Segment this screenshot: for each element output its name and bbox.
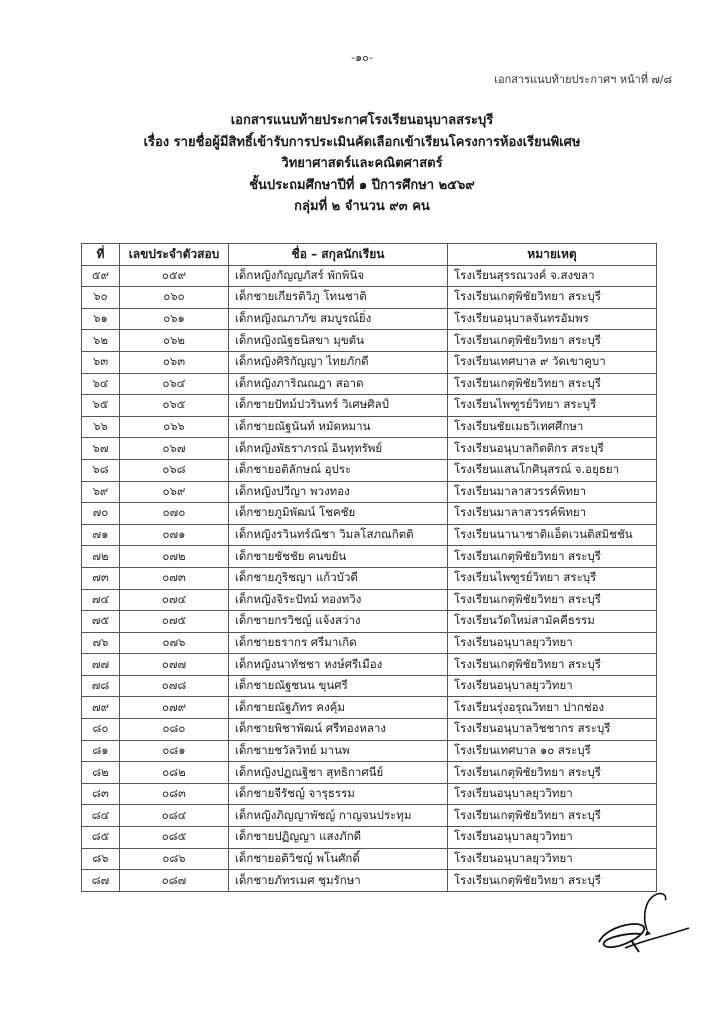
table-row (82, 870, 657, 892)
table-row (82, 373, 657, 395)
table-row (82, 848, 657, 870)
row-number: ๗๑ (82, 524, 120, 546)
table-row (82, 330, 657, 352)
row-student-name: เด็กชายณัฐภัทร คงคุ้ม (229, 697, 448, 719)
row-student-name: เด็กชายอติวิชญ์ พโนศักดิ์ (229, 848, 448, 870)
row-student-name: เด็กหญิงรวินทร์ณิชา วิมลโสภณกิตติ (229, 524, 448, 546)
row-exam-id: ๐๘๓ (120, 783, 229, 805)
table-row (82, 719, 657, 741)
row-number: ๘๐ (82, 719, 120, 741)
row-student-name: เด็กชายภัทรเมศ ชุมรักษา (229, 870, 448, 892)
header-number: ที่ (82, 244, 120, 266)
row-number: ๗๖ (82, 632, 120, 654)
row-exam-id: ๐๖๔ (120, 373, 229, 395)
row-student-name: เด็กหญิงจิระปัทม์ ทองทวิง (229, 589, 448, 611)
row-student-name: เด็กชายปัทม์ปวรินทร์ วิเศษศิลป์ (229, 395, 448, 417)
signature-icon (585, 890, 695, 960)
row-exam-id: ๐๖๐ (120, 287, 229, 309)
table-row (82, 308, 657, 330)
row-exam-id: ๐๗๒ (120, 546, 229, 568)
row-exam-id: ๐๘๕ (120, 827, 229, 849)
table-row (82, 481, 657, 503)
row-student-name: เด็กชายธรากร ศรีมาเกิด (229, 632, 448, 654)
row-number: ๖๗ (82, 438, 120, 460)
row-student-name: เด็กหญิงปฏณฐิชา สุทธิกาศนีย์ (229, 762, 448, 784)
table-header-row (82, 244, 657, 266)
row-remarks: โรงเรียนเทศบาล ๙ วัดเขาคูบา (448, 351, 657, 373)
row-student-name: เด็กหญิงนาทัชชา หงษ์ศรีเมือง (229, 654, 448, 676)
row-student-name: เด็กชายเกียรติวิภู โทนชาติ (229, 287, 448, 309)
row-exam-id: ๐๗๓ (120, 567, 229, 589)
row-student-name: เด็กหญิงณัฐธนิสขา มุขตัน (229, 330, 448, 352)
table-row (82, 675, 657, 697)
row-exam-id: ๐๗๔ (120, 589, 229, 611)
row-exam-id: ๐๘๐ (120, 719, 229, 741)
row-student-name: เด็กหญิงภาริณณฎา สอาด (229, 373, 448, 395)
row-remarks: โรงเรียนอนุบาลยุววิทยา (448, 848, 657, 870)
row-student-name: เด็กชายชัชชัย คนขยัน (229, 546, 448, 568)
row-exam-id: ๐๗๖ (120, 632, 229, 654)
row-student-name: เด็กชายภูริชญา แก้วบัวดี (229, 567, 448, 589)
table-row (82, 632, 657, 654)
row-exam-id: ๐๗๗ (120, 654, 229, 676)
table-row (82, 805, 657, 827)
row-remarks: โรงเรียนอนุบาลกิตติกร สระบุรี (448, 438, 657, 460)
heading-line-2: เรื่อง รายชื่อผู้มีสิทธิ์เข้ารับการประเมินคัดเลือกเข้าเรียนโครงการห้องเรียนพิเศษ (143, 134, 581, 150)
row-remarks: โรงเรียนอนุบาลยุววิทยา (448, 827, 657, 849)
row-exam-id: ๐๘๖ (120, 848, 229, 870)
row-exam-id: ๐๖๑ (120, 308, 229, 330)
row-exam-id: ๐๖๒ (120, 330, 229, 352)
row-number: ๗๕ (82, 611, 120, 633)
header-student-name: ชื่อ – สกุลนักเรียน (229, 244, 448, 266)
row-number: ๘๔ (82, 805, 120, 827)
row-remarks: โรงเรียนเกตุพิชัยวิทยา สระบุรี (448, 654, 657, 676)
row-remarks: โรงเรียนเกตุพิชัยวิทยา สระบุรี (448, 373, 657, 395)
row-number: ๗๘ (82, 675, 120, 697)
table-row (82, 740, 657, 762)
row-exam-id: ๐๘๔ (120, 805, 229, 827)
row-number: ๖๒ (82, 330, 120, 352)
row-exam-id: ๐๖๕ (120, 395, 229, 417)
row-exam-id: ๐๗๐ (120, 503, 229, 525)
row-exam-id: ๐๘๗ (120, 870, 229, 892)
attachment-page-note: เอกสารแนบท้ายประกาศฯ หน้าที่ ๗/๘ (494, 73, 672, 86)
row-exam-id: ๐๖๓ (120, 351, 229, 373)
row-remarks: โรงเรียนอนุบาลวิชชากร สระบุรี (448, 719, 657, 741)
row-remarks: โรงเรียนเกตุพิชัยวิทยา สระบุรี (448, 805, 657, 827)
table-row (82, 654, 657, 676)
row-number: ๗๔ (82, 589, 120, 611)
row-exam-id: ๐๗๙ (120, 697, 229, 719)
row-number: ๖๙ (82, 481, 120, 503)
row-student-name: เด็กชายกรวิชญ์ แจ้งสว่าง (229, 611, 448, 633)
row-exam-id: ๐๖๘ (120, 459, 229, 481)
row-number: ๗๐ (82, 503, 120, 525)
row-remarks: โรงเรียนอนุบาลยุววิทยา (448, 783, 657, 805)
row-remarks: โรงเรียนอนุบาลยุววิทยา (448, 675, 657, 697)
heading-line-4: ชั้นประถมศึกษาปีที่ ๑ ปีการศึกษา ๒๕๖๙ (249, 177, 475, 193)
row-remarks: โรงเรียนเทศบาล ๑๐ สระบุรี (448, 740, 657, 762)
table-row (82, 395, 657, 417)
heading-line-5: กลุ่มที่ ๒ จำนวน ๙๓ คน (294, 199, 430, 214)
row-remarks: โรงเรียนอนุบาลยุววิทยา (448, 632, 657, 654)
table-row (82, 697, 657, 719)
row-number: ๖๑ (82, 308, 120, 330)
row-exam-id: ๐๘๑ (120, 740, 229, 762)
table-row (82, 762, 657, 784)
row-student-name: เด็กหญิงภิญญาพัชญ์ กาญจนประทุม (229, 805, 448, 827)
table-row (82, 589, 657, 611)
row-student-name: เด็กชายณัฐนันท์ หมัดหมาน (229, 416, 448, 438)
row-number: ๖๔ (82, 373, 120, 395)
row-exam-id: ๐๖๗ (120, 438, 229, 460)
row-number: ๘๖ (82, 848, 120, 870)
header-remarks: หมายเหตุ (448, 244, 657, 266)
row-number: ๗๓ (82, 567, 120, 589)
row-exam-id: ๐๗๕ (120, 611, 229, 633)
row-remarks: โรงเรียนวัดใหม่สามัคคีธรรม (448, 611, 657, 633)
table-row (82, 416, 657, 438)
row-number: ๘๗ (82, 870, 120, 892)
table-row (82, 524, 657, 546)
row-number: ๘๕ (82, 827, 120, 849)
row-exam-id: ๐๕๙ (120, 265, 229, 287)
row-number: ๖๓ (82, 351, 120, 373)
row-exam-id: ๐๗๘ (120, 675, 229, 697)
row-remarks: โรงเรียนเกตุพิชัยวิทยา สระบุรี (448, 330, 657, 352)
table-row (82, 438, 657, 460)
row-number: ๖๕ (82, 395, 120, 417)
row-remarks: โรงเรียนรุ่งอรุณวิทยา ปากช่อง (448, 697, 657, 719)
table-row (82, 503, 657, 525)
row-student-name: เด็กชายภูมิพัฒน์ โชคชัย (229, 503, 448, 525)
row-remarks: โรงเรียนมาลาสวรรค์พิทยา (448, 503, 657, 525)
row-number: ๘๒ (82, 762, 120, 784)
row-number: ๘๑ (82, 740, 120, 762)
row-student-name: เด็กชายชวัลวิทย์ มานพ (229, 740, 448, 762)
document-heading (0, 110, 724, 218)
row-number: ๗๒ (82, 546, 120, 568)
row-number: ๖๘ (82, 459, 120, 481)
row-remarks: โรงเรียนไพฑูรย์วิทยา สระบุรี (448, 567, 657, 589)
row-number: ๗๗ (82, 654, 120, 676)
row-exam-id: ๐๖๖ (120, 416, 229, 438)
row-remarks: โรงเรียนอนุบาลจันทรอัมพร (448, 308, 657, 330)
row-student-name: เด็กหญิงณภาภัข สมบูรณ์ยิ่ง (229, 308, 448, 330)
table-row (82, 287, 657, 309)
header-exam-id: เลขประจำตัวสอบ (120, 244, 229, 266)
row-student-name: เด็กชายอติลักษณ์ อุประ (229, 459, 448, 481)
row-exam-id: ๐๗๑ (120, 524, 229, 546)
row-exam-id: ๐๖๙ (120, 481, 229, 503)
table-row (82, 459, 657, 481)
row-remarks: โรงเรียนสุรรณวงค์ จ.สงขลา (448, 265, 657, 287)
row-remarks: โรงเรียนเกตุพิชัยวิทยา สระบุรี (448, 589, 657, 611)
row-remarks: โรงเรียนไพฑูรย์วิทยา สระบุรี (448, 395, 657, 417)
heading-line-3: วิทยาศาสตร์และคณิตศาสตร์ (281, 156, 443, 171)
row-remarks: โรงเรียนมาลาสวรรค์พิทยา (448, 481, 657, 503)
row-student-name: เด็กชายณัฐชนน ขุนศรี (229, 675, 448, 697)
row-remarks: โรงเรียนนานาชาติแอ็ดเวนติสมิชชัน (448, 524, 657, 546)
row-number: ๘๓ (82, 783, 120, 805)
row-number: ๖๖ (82, 416, 120, 438)
row-remarks: โรงเรียนชัยเมธวิเทศศึกษา (448, 416, 657, 438)
row-student-name: เด็กหญิงศิริกัญญา ไทยภักดี (229, 351, 448, 373)
table-row (82, 351, 657, 373)
row-number: ๖๐ (82, 287, 120, 309)
row-student-name: เด็กชายจีรัชญ์ จารุธรรม (229, 783, 448, 805)
row-number: ๗๙ (82, 697, 120, 719)
row-remarks: โรงเรียนเกตุพิชัยวิทยา สระบุรี (448, 762, 657, 784)
row-student-name: เด็กหญิงกัญญภัสร์ พักพินิจ (229, 265, 448, 287)
row-remarks: โรงเรียนเกตุพิชัยวิทยา สระบุรี (448, 546, 657, 568)
table-row (82, 546, 657, 568)
row-student-name: เด็กหญิงปวีญา พวงทอง (229, 481, 448, 503)
heading-line-1: เอกสารแนบท้ายประกาศโรงเรียนอนุบาลสระบุรี (230, 113, 494, 128)
row-number: ๕๙ (82, 265, 120, 287)
row-remarks: โรงเรียนเกตุพิชัยวิทยา สระบุรี (448, 287, 657, 309)
table-row (82, 783, 657, 805)
table-row (82, 611, 657, 633)
table-row (82, 567, 657, 589)
row-student-name: เด็กชายพิชาพัฒน์ ศรีทองหลาง (229, 719, 448, 741)
student-roster-table (81, 243, 657, 892)
row-student-name: เด็กชายปฏิญญา แสงภักดี (229, 827, 448, 849)
row-remarks: โรงเรียนแสนโกศินุสรณ์ จ.อยุธยา (448, 459, 657, 481)
table-row (82, 265, 657, 287)
table-row (82, 827, 657, 849)
row-exam-id: ๐๘๒ (120, 762, 229, 784)
row-student-name: เด็กหญิงพัธราภรณ์ อินทุทรัพย์ (229, 438, 448, 460)
page-number: -๑๐- (351, 51, 373, 64)
row-remarks: โรงเรียนเกตุพิชัยวิทยา สระบุรี (448, 870, 657, 892)
